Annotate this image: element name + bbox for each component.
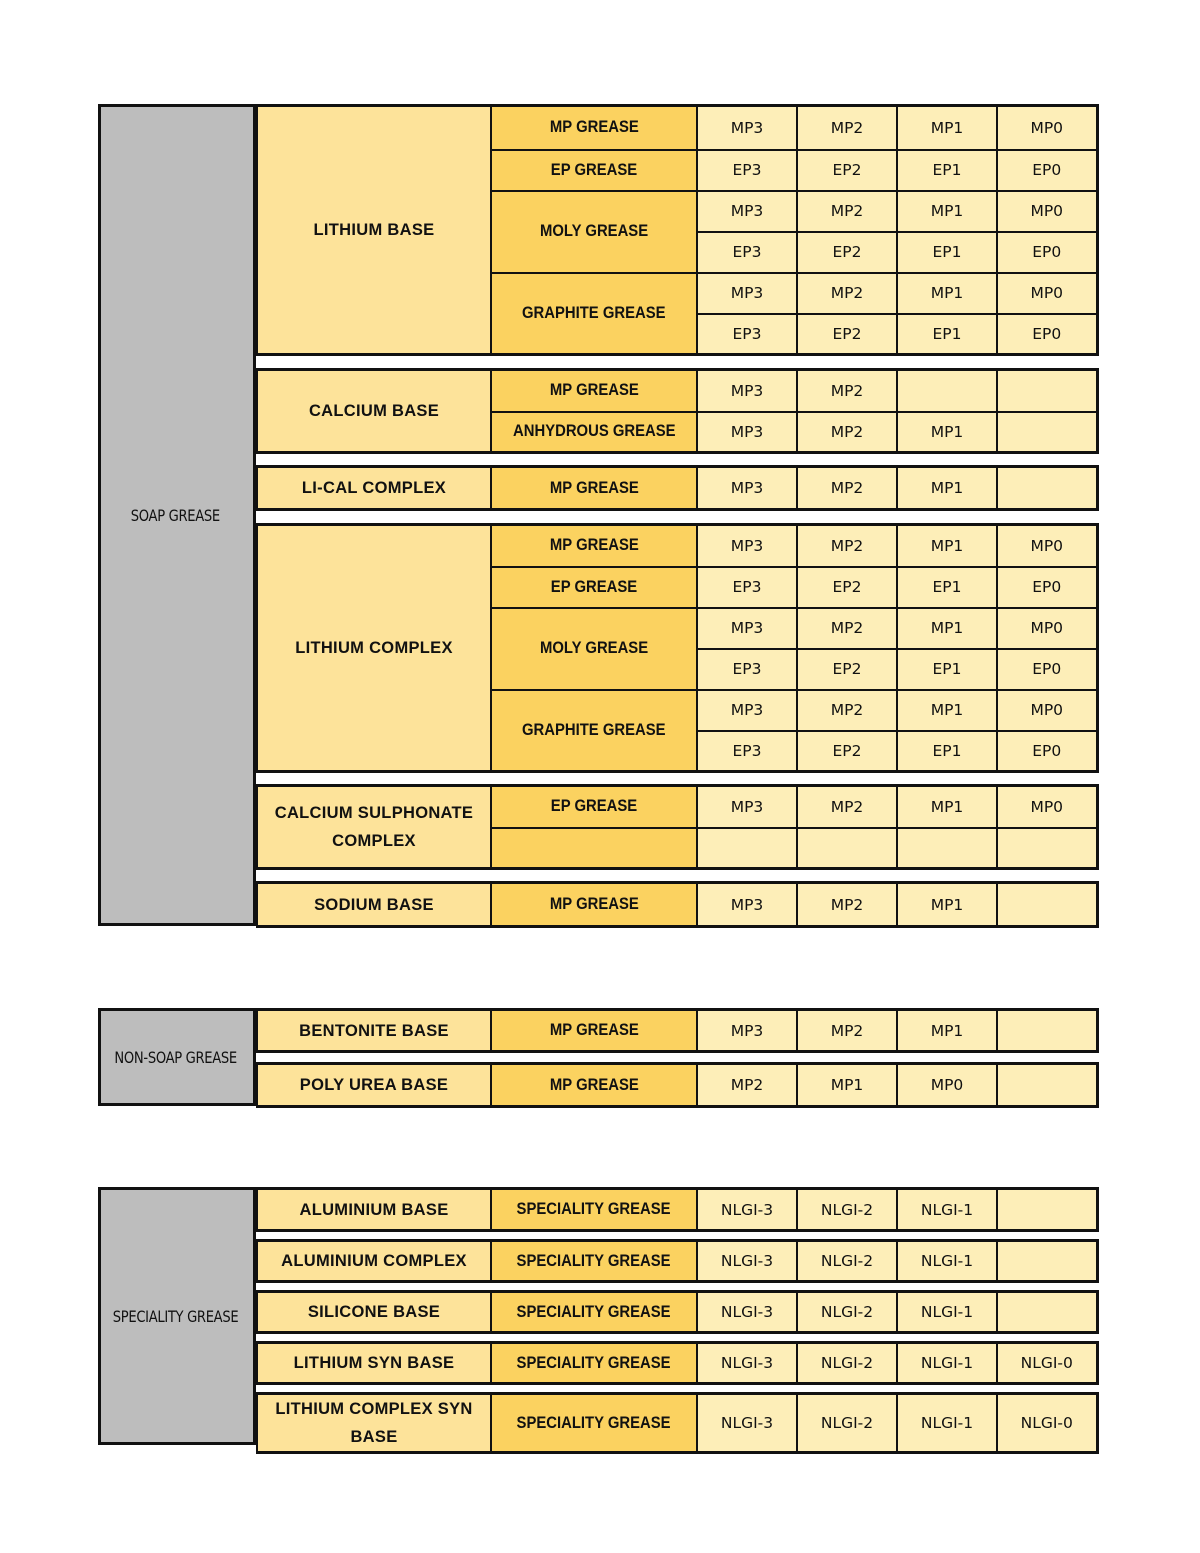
grade-cell: MP0 xyxy=(897,1064,997,1107)
grease-type xyxy=(491,1343,697,1384)
base-name: CALCIUM BASE xyxy=(257,370,491,453)
grade-cell: NLGI-3 xyxy=(697,1189,797,1231)
category-frame-top xyxy=(98,1008,256,1011)
grease-block-calcium-sulphonate-complex xyxy=(256,784,1096,870)
grease-type xyxy=(491,412,697,453)
grade-cell xyxy=(897,828,997,869)
grade-table xyxy=(256,523,1099,773)
grease-type-text: SPECIALITY GREASE xyxy=(516,1200,672,1218)
grade-cell: MP3 xyxy=(697,690,797,731)
grade-cell xyxy=(697,828,797,869)
grade-cell: MP2 xyxy=(797,525,897,567)
grade-cell: NLGI-2 xyxy=(797,1394,897,1453)
grade-cell: MP1 xyxy=(797,1064,897,1107)
base-name: CALCIUM SULPHONATE COMPLEX xyxy=(257,786,491,869)
grease-type-text: MP GREASE xyxy=(549,1021,639,1039)
grade-cell: MP2 xyxy=(797,273,897,314)
grease-type-text: MP GREASE xyxy=(549,381,639,400)
category-frame-top xyxy=(98,104,256,107)
grease-type-text: MP GREASE xyxy=(549,895,639,913)
grade-cell: EP0 xyxy=(997,649,1097,690)
grease-type xyxy=(491,786,697,828)
grade-cell: MP0 xyxy=(997,273,1097,314)
grade-cell xyxy=(997,1241,1097,1282)
grease-block-poly-urea-base xyxy=(256,1062,1096,1108)
grease-block-li-cal-complex xyxy=(256,465,1096,511)
grade-cell: EP2 xyxy=(797,232,897,273)
grade-cell xyxy=(997,1064,1097,1107)
grease-type xyxy=(491,1064,697,1107)
grade-cell xyxy=(997,1292,1097,1333)
table-row xyxy=(257,883,1097,927)
grade-cell: MP3 xyxy=(697,467,797,510)
grease-type xyxy=(491,1189,697,1231)
grade-cell: MP2 xyxy=(797,106,897,150)
grade-cell: EP1 xyxy=(897,232,997,273)
table-row xyxy=(257,1010,1097,1052)
category-frame-bottom xyxy=(98,1103,256,1106)
grade-cell: NLGI-0 xyxy=(997,1394,1097,1453)
grease-type-text: EP GREASE xyxy=(550,160,638,179)
grade-cell: MP2 xyxy=(797,786,897,828)
grease-type-text: EP GREASE xyxy=(550,797,638,816)
grade-cell: MP3 xyxy=(697,786,797,828)
grade-cell: MP2 xyxy=(797,370,897,412)
grade-cell: MP2 xyxy=(797,412,897,453)
grease-type-text: GRAPHITE GREASE xyxy=(522,303,666,322)
category-frame-bottom xyxy=(98,923,256,926)
grade-table xyxy=(256,1062,1099,1108)
grade-cell: EP1 xyxy=(897,731,997,772)
grease-type-text: MP GREASE xyxy=(549,118,639,137)
grade-cell: NLGI-3 xyxy=(697,1343,797,1384)
category-label xyxy=(98,1187,256,1445)
grade-cell: NLGI-1 xyxy=(897,1189,997,1231)
grade-cell: NLGI-2 xyxy=(797,1343,897,1384)
table-row xyxy=(257,1241,1097,1282)
table-row xyxy=(257,1189,1097,1231)
grade-cell: EP3 xyxy=(697,567,797,608)
category-label-text: NON-SOAP GREASE xyxy=(114,1047,237,1067)
grease-type xyxy=(491,273,697,355)
grease-type-text: MOLY GREASE xyxy=(539,639,649,657)
grade-cell: MP1 xyxy=(897,525,997,567)
grade-cell: MP0 xyxy=(997,525,1097,567)
grade-table xyxy=(256,104,1099,356)
grade-cell: EP0 xyxy=(997,314,1097,355)
table-row xyxy=(257,1064,1097,1107)
category-frame-left xyxy=(98,1187,101,1445)
grade-table xyxy=(256,784,1099,870)
grade-cell: MP1 xyxy=(897,467,997,510)
grease-type-text: ANHYDROUS GREASE xyxy=(512,422,676,441)
grade-table xyxy=(256,1187,1099,1232)
grade-cell: MP3 xyxy=(697,1010,797,1052)
grease-type xyxy=(491,370,697,412)
grade-cell: MP1 xyxy=(897,608,997,649)
grease-type-text: MP GREASE xyxy=(549,536,639,555)
category-frame-left xyxy=(98,104,101,926)
grade-cell: EP3 xyxy=(697,150,797,191)
category-label xyxy=(98,104,256,926)
grade-cell xyxy=(997,828,1097,869)
grade-cell: MP1 xyxy=(897,273,997,314)
grease-type-text: SPECIALITY GREASE xyxy=(516,1302,672,1321)
table-row xyxy=(257,1292,1097,1333)
grade-table xyxy=(256,1008,1099,1053)
grade-cell: MP1 xyxy=(897,786,997,828)
grade-table xyxy=(256,881,1099,928)
grade-cell: NLGI-0 xyxy=(997,1343,1097,1384)
grease-block-lithium-complex xyxy=(256,523,1096,773)
grade-cell: MP2 xyxy=(797,608,897,649)
speciality-grease-section xyxy=(98,1187,1096,1445)
grade-cell: MP1 xyxy=(897,191,997,232)
grease-block-silicone-base xyxy=(256,1290,1096,1334)
grease-type xyxy=(491,1292,697,1333)
table-row xyxy=(257,467,1097,510)
table-row xyxy=(257,370,1097,412)
grease-block-lithium-base xyxy=(256,104,1096,356)
grease-type xyxy=(491,150,697,191)
grease-type-text: GRAPHITE GREASE xyxy=(522,720,666,739)
category-frame-bottom xyxy=(98,1442,256,1445)
grade-cell: EP3 xyxy=(697,314,797,355)
grade-cell: NLGI-2 xyxy=(797,1292,897,1333)
grease-type-text: EP GREASE xyxy=(550,577,638,596)
non-soap-grease-section xyxy=(98,1008,1096,1106)
grease-type-text: SPECIALITY GREASE xyxy=(516,1413,672,1432)
grade-cell: NLGI-1 xyxy=(897,1394,997,1453)
grade-cell: MP1 xyxy=(897,1010,997,1052)
grade-cell xyxy=(997,412,1097,453)
grease-type xyxy=(491,191,697,273)
table-row xyxy=(257,525,1097,567)
grease-block-lithium-syn-base xyxy=(256,1341,1096,1385)
grade-cell: EP2 xyxy=(797,150,897,191)
grade-table xyxy=(256,368,1099,454)
grade-cell: MP2 xyxy=(797,690,897,731)
grade-cell: MP0 xyxy=(997,786,1097,828)
grade-cell: MP2 xyxy=(697,1064,797,1107)
base-name: SODIUM BASE xyxy=(257,883,491,927)
grade-table xyxy=(256,1341,1099,1385)
grade-table xyxy=(256,1290,1099,1334)
grease-type-text: MP GREASE xyxy=(549,1075,639,1094)
base-name: LITHIUM BASE xyxy=(257,106,491,355)
grade-cell: EP0 xyxy=(997,567,1097,608)
grease-type xyxy=(491,1241,697,1282)
grease-block-bentonite-base xyxy=(256,1008,1096,1053)
grade-cell: MP3 xyxy=(697,273,797,314)
grade-cell: MP1 xyxy=(897,412,997,453)
category-frame-left xyxy=(98,1008,101,1106)
grade-table xyxy=(256,1392,1099,1454)
grade-cell xyxy=(997,883,1097,927)
grease-type xyxy=(491,828,697,869)
grade-cell: MP0 xyxy=(997,191,1097,232)
grade-cell: EP2 xyxy=(797,314,897,355)
grade-cell: NLGI-3 xyxy=(697,1394,797,1453)
category-label xyxy=(98,1008,256,1106)
grade-cell: MP3 xyxy=(697,370,797,412)
grade-cell: EP2 xyxy=(797,649,897,690)
grade-cell: MP0 xyxy=(997,106,1097,150)
grade-cell: MP0 xyxy=(997,690,1097,731)
grade-cell: MP1 xyxy=(897,883,997,927)
grease-type xyxy=(491,608,697,690)
grade-cell: EP0 xyxy=(997,731,1097,772)
grade-cell: NLGI-1 xyxy=(897,1343,997,1384)
category-label-text: SPECIALITY GREASE xyxy=(112,1306,239,1326)
grease-type xyxy=(491,106,697,150)
base-name: SILICONE BASE xyxy=(257,1292,491,1333)
grease-type xyxy=(491,883,697,927)
base-name: LI-CAL COMPLEX xyxy=(257,467,491,510)
base-name: LITHIUM COMPLEX xyxy=(257,525,491,772)
grease-type-text: SPECIALITY GREASE xyxy=(516,1251,672,1270)
grade-cell: MP3 xyxy=(697,191,797,232)
grease-type xyxy=(491,1010,697,1052)
base-name: BENTONITE BASE xyxy=(257,1010,491,1052)
grade-cell: MP2 xyxy=(797,883,897,927)
table-row xyxy=(257,1394,1097,1453)
grade-cell: MP0 xyxy=(997,608,1097,649)
grade-cell: NLGI-1 xyxy=(897,1292,997,1333)
grade-cell: EP3 xyxy=(697,232,797,273)
base-name: LITHIUM SYN BASE xyxy=(257,1343,491,1384)
grease-block-sodium-base xyxy=(256,881,1096,928)
base-name: LITHIUM COMPLEX SYN BASE xyxy=(257,1394,491,1453)
grade-cell: MP1 xyxy=(897,690,997,731)
grade-cell: MP2 xyxy=(797,467,897,510)
table-row xyxy=(257,106,1097,150)
grade-cell xyxy=(997,467,1097,510)
grade-cell: EP1 xyxy=(897,649,997,690)
grade-cell: MP3 xyxy=(697,608,797,649)
grease-block-lithium-complex-syn-base xyxy=(256,1392,1096,1454)
grease-type xyxy=(491,567,697,608)
grease-type xyxy=(491,467,697,510)
category-frame-top xyxy=(98,1187,256,1190)
grade-cell: EP2 xyxy=(797,731,897,772)
grade-cell xyxy=(997,1189,1097,1231)
soap-grease-section xyxy=(98,104,1096,926)
grade-cell: NLGI-2 xyxy=(797,1189,897,1231)
table-row xyxy=(257,1343,1097,1384)
grade-cell xyxy=(997,1010,1097,1052)
grade-cell: NLGI-3 xyxy=(697,1241,797,1282)
grade-cell: EP3 xyxy=(697,649,797,690)
grease-type xyxy=(491,525,697,567)
grade-cell: MP3 xyxy=(697,106,797,150)
grade-cell xyxy=(897,370,997,412)
grade-cell: NLGI-3 xyxy=(697,1292,797,1333)
base-name: POLY UREA BASE xyxy=(257,1064,491,1107)
grease-block-calcium-base xyxy=(256,368,1096,454)
grade-cell: EP1 xyxy=(897,567,997,608)
grade-cell: NLGI-2 xyxy=(797,1241,897,1282)
grease-block-aluminium-complex xyxy=(256,1239,1096,1283)
grade-cell: MP3 xyxy=(697,883,797,927)
table-row xyxy=(257,786,1097,828)
grade-cell: EP0 xyxy=(997,150,1097,191)
base-name: ALUMINIUM BASE xyxy=(257,1189,491,1231)
base-name: ALUMINIUM COMPLEX xyxy=(257,1241,491,1282)
grade-cell: EP0 xyxy=(997,232,1097,273)
grade-cell: MP2 xyxy=(797,1010,897,1052)
grease-type-text: MOLY GREASE xyxy=(539,222,649,240)
grease-type-text: MP GREASE xyxy=(549,478,639,497)
grade-cell: EP1 xyxy=(897,150,997,191)
grade-cell: EP1 xyxy=(897,314,997,355)
grade-cell: MP1 xyxy=(897,106,997,150)
grade-cell: MP2 xyxy=(797,191,897,232)
grade-cell: MP3 xyxy=(697,412,797,453)
grade-table xyxy=(256,465,1099,511)
grade-cell xyxy=(797,828,897,869)
grade-cell: EP2 xyxy=(797,567,897,608)
category-label-text: SOAP GREASE xyxy=(130,505,221,525)
grade-cell: NLGI-1 xyxy=(897,1241,997,1282)
grade-table xyxy=(256,1239,1099,1283)
grease-type-text: SPECIALITY GREASE xyxy=(516,1353,672,1372)
grade-cell: MP3 xyxy=(697,525,797,567)
grade-cell xyxy=(997,370,1097,412)
grease-type xyxy=(491,1394,697,1453)
grease-type xyxy=(491,690,697,772)
grease-block-aluminium-base xyxy=(256,1187,1096,1232)
grade-cell: EP3 xyxy=(697,731,797,772)
